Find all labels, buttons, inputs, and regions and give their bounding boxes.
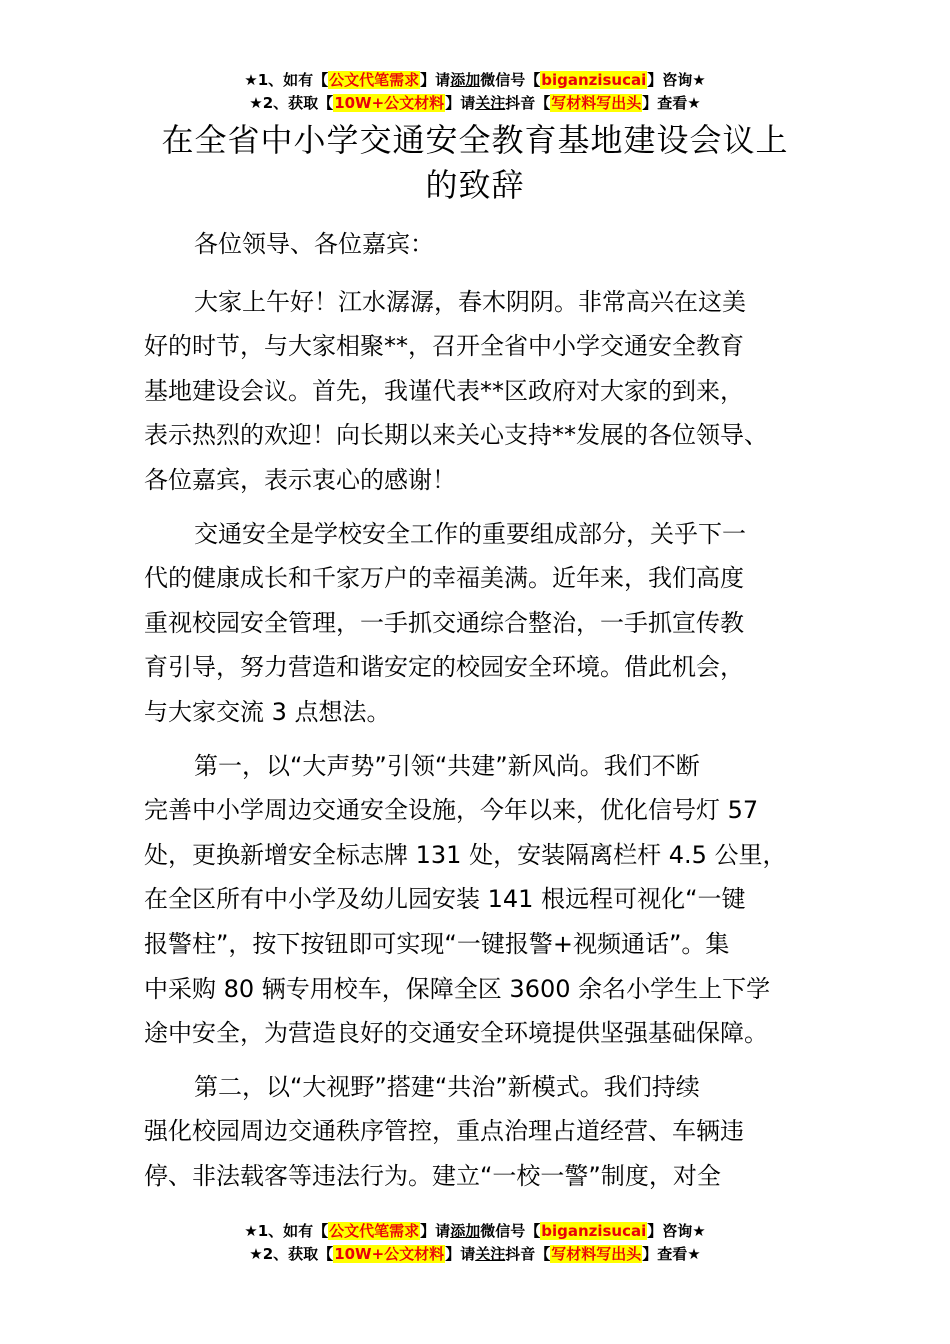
text-line: 第一，以“大声势”引领“共建”新风尚。我们不断 [194,751,700,780]
document-title [100,118,850,208]
footer-promo-banner [0,1220,950,1266]
promo-douyin-id: 写材料写出头 [551,94,642,112]
text-line: 第二，以“大视野”搭建“共治”新模式。我们持续 [194,1072,700,1101]
text-line: 代的健康成长和千家万户的幸福美满。近年来，我们高度 [144,564,744,593]
promo-douyin-id: 写材料写出头 [551,1245,642,1263]
text-line: 基地建设会议。首先，我谨代表**区政府对大家的到来， [144,376,744,405]
promo-highlight: 公文代笔需求 [329,1222,420,1240]
header-promo-banner [0,69,950,115]
text-line: 各位嘉宾，表示衷心的感谢！ [144,465,456,494]
text-line: 停、非法载客等违法行为。建立“一校一警”制度，对全 [144,1161,721,1190]
text-line: 重视校园安全管理，一手抓交通综合整治，一手抓宣传教 [144,608,744,637]
text-line: 途中安全，为营造良好的交通安全环境提供坚强基础保障。 [144,1019,768,1048]
text-line: 报警柱”，按下按钮即可实现“一键报警+视频通话”。集 [144,929,730,958]
text-line: 处，更换新增安全标志牌 131 处，安装隔离栏杆 4.5 公里， [144,840,787,869]
promo-line-2: ★2、获取【10W+公文材料】请关注抖音【写材料写出头】查看★ [249,1245,701,1263]
text-line: 大家上午好！江水潺潺，春木阴阴。非常高兴在这美 [194,287,746,316]
paragraph-point-one [144,744,834,1056]
promo-wechat-id: biganzisucai [541,71,647,89]
promo-line-1: ★1、如有【公文代笔需求】请添加微信号【biganzisucai】咨询★ [244,71,706,89]
text-line: 强化校园周边交通秩序管控，重点治理占道经营、车辆违 [144,1117,744,1146]
promo-line-2: ★2、获取【10W+公文材料】请关注抖音【写材料写出头】查看★ [249,94,701,112]
paragraph-context [144,512,834,735]
paragraph-point-two [144,1065,834,1199]
promo-highlight: 公文代笔需求 [329,71,420,89]
promo-highlight: 10W+公文材料 [334,1245,445,1263]
text-line: 与大家交流 3 点想法。 [144,697,391,726]
text-line: 在全区所有中小学及幼儿园安装 141 根远程可视化“一键 [144,885,746,914]
text-line: 交通安全是学校安全工作的重要组成部分，关乎下一 [194,519,746,548]
promo-highlight: 10W+公文材料 [334,94,445,112]
promo-line-1: ★1、如有【公文代笔需求】请添加微信号【biganzisucai】咨询★ [244,1222,706,1240]
title-line: 在全省中小学交通安全教育基地建设会议上 [161,121,789,159]
title-line: 的致辞 [425,166,525,204]
promo-wechat-id: biganzisucai [541,1222,647,1240]
text-line: 育引导，努力营造和谐安定的校园安全环境。借此机会， [144,653,744,682]
text-line: 完善中小学周边交通安全设施，今年以来，优化信号灯 57 [144,796,759,825]
document-body [144,222,834,1207]
greeting-paragraph [144,222,834,267]
text-line: 表示热烈的欢迎！向长期以来关心支持**发展的各位领导、 [144,421,768,450]
text-line: 中采购 80 辆专用校车，保障全区 3600 余名小学生上下学 [144,974,771,1003]
text-line: 各位领导、各位嘉宾： [194,230,434,258]
text-line: 好的时节，与大家相聚**，召开全省中小学交通安全教育 [144,332,744,361]
paragraph-opening [144,280,834,503]
